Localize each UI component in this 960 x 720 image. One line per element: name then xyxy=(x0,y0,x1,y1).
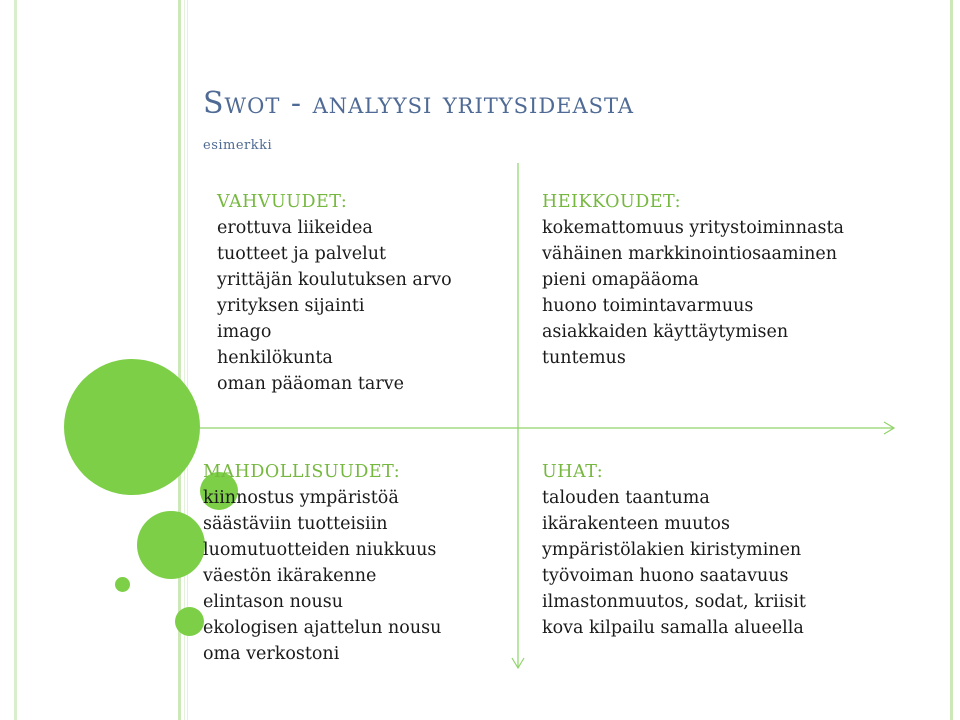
list-item: tuntemus xyxy=(542,348,626,368)
strengths-heading: VAHVUUDET: xyxy=(217,192,348,212)
quadrant-weaknesses xyxy=(542,189,844,371)
list-item: talouden taantuma xyxy=(542,488,710,508)
list-item: kova kilpailu samalla alueella xyxy=(542,618,804,638)
list-item: tuotteet ja palvelut xyxy=(217,244,387,264)
list-item: kokemattomuus yritystoiminnasta xyxy=(542,218,844,238)
list-item: oma verkostoni xyxy=(203,644,340,664)
list-item: työvoiman huono saatavuus xyxy=(542,566,789,586)
list-item: väestön ikärakenne xyxy=(203,566,377,586)
list-item: vähäinen markkinointiosaaminen xyxy=(542,244,838,264)
weaknesses-heading: HEIKKOUDET: xyxy=(542,192,681,212)
list-item: imago xyxy=(217,322,272,342)
list-item: henkilökunta xyxy=(217,348,333,368)
quadrant-opportunities xyxy=(203,459,441,667)
list-item: asiakkaiden käyttäytymisen xyxy=(542,322,789,342)
list-item: kiinnostus ympäristöä xyxy=(203,488,399,508)
list-item: ekologisen ajattelun nousu xyxy=(203,618,442,638)
opportunities-heading: MAHDOLLISUUDET: xyxy=(203,462,401,482)
list-item: huono toimintavarmuus xyxy=(542,296,754,316)
list-item: luomutuotteiden niukkuus xyxy=(203,540,437,560)
list-item: pieni omapääoma xyxy=(542,270,699,290)
list-item: säästäviin tuotteisiin xyxy=(203,514,388,534)
list-item: erottuva liikeidea xyxy=(217,218,373,238)
slide-subtitle: esimerkki xyxy=(203,138,273,153)
quadrant-threats xyxy=(542,459,806,641)
list-item: elintason nousu xyxy=(203,592,343,612)
list-item: oman pääoman tarve xyxy=(217,374,404,394)
threats-heading: UHAT: xyxy=(542,462,604,482)
list-item: ikärakenteen muutos xyxy=(542,514,730,534)
quadrant-strengths xyxy=(217,189,452,397)
list-item: ympäristölakien kiristyminen xyxy=(542,540,802,560)
list-item: yrityksen sijainti xyxy=(217,296,365,316)
list-item: ilmastonmuutos, sodat, kriisit xyxy=(542,592,806,612)
list-item: yrittäjän koulutuksen arvo xyxy=(217,270,452,290)
slide-title: Swot - analyysi yritysideasta xyxy=(203,86,635,121)
